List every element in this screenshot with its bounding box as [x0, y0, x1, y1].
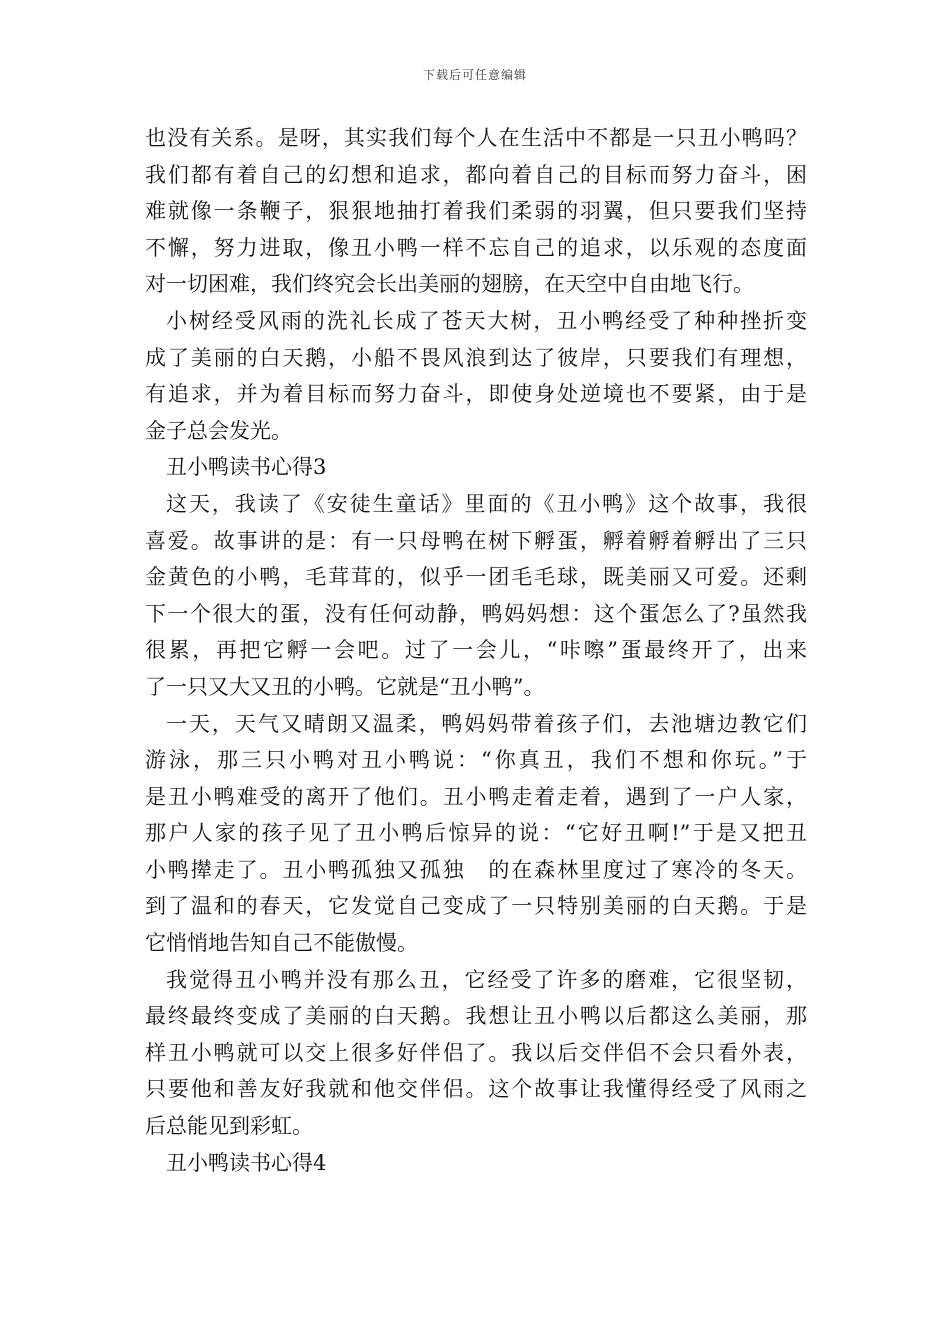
text-line: 也没有关系。是呀，其实我们每个人在生活中不都是一只丑小鸭吗？ — [145, 126, 807, 150]
paragraph — [145, 303, 807, 449]
section-heading: 丑小鸭读书心得4 — [166, 1150, 327, 1175]
text-line: 了一只又大又丑的小鸭。它就是“丑小鸭”。 — [145, 674, 545, 699]
text-line: 成了美丽的白天鹅，小船不畏风浪到达了彼岸，只要我们有理想， — [145, 345, 807, 370]
text-line: 那户人家的孩子见了丑小鸭后惊异的说：“它好丑啊!”于是又把丑 — [145, 821, 807, 846]
text-line: 不懈，努力进取，像丑小鸭一样不忘自己的追求，以乐观的态度面 — [145, 235, 807, 260]
paragraph — [145, 962, 807, 1145]
text-line: 对一切困难，我们终究会长出美丽的翅膀，在天空中自由地飞行。 — [145, 272, 754, 297]
text-line: 最终最终变成了美丽的白天鹅。我想让丑小鸭以后都这么美丽，那 — [145, 1004, 807, 1029]
text-line: 它悄悄地告知自己不能傲慢。 — [145, 931, 418, 956]
page-header: 下载后可任意编辑 — [422, 68, 527, 82]
text-line: 喜爱。故事讲的是：有一只母鸭在树下孵蛋，孵着孵着孵出了三只 — [145, 528, 807, 553]
paragraph — [145, 120, 807, 303]
text-line: 样丑小鸭就可以交上很多好伴侣了。我以后交伴侣不会只看外表， — [145, 1040, 807, 1065]
text-line: 我们都有着自己的幻想和追求，都向着自己的目标而努力奋斗，困 — [145, 162, 807, 187]
text-line: 这天，我读了《安徒生童话》里面的《丑小鸭》这个故事，我很 — [166, 491, 807, 516]
text-line: 是丑小鸭难受的离开了他们。丑小鸭走着走着，遇到了一户人家， — [145, 784, 807, 809]
text-line: 小树经受风雨的洗礼长成了苍天大树，丑小鸭经受了种种挫折变 — [166, 308, 807, 333]
text-line: 一天，天气又晴朗又温柔，鸭妈妈带着孩子们，去池塘边教它们 — [166, 711, 807, 736]
section-heading: 丑小鸭读书心得3 — [166, 455, 327, 480]
paragraph — [145, 706, 807, 962]
text-line: 游泳，那三只小鸭对丑小鸭说：“你真丑，我们不想和你玩。”于 — [145, 748, 807, 773]
text-line: 我觉得丑小鸭并没有那么丑，它经受了许多的磨难，它很坚韧， — [166, 967, 807, 992]
text-line: 有追求，并为着目标而努力奋斗，即使身处逆境也不要紧，由于是 — [145, 382, 807, 407]
text-line: 金子总会发光。 — [145, 418, 292, 443]
text-line: 很累，再把它孵一会吧。过了一会儿，“咔嚓”蛋最终开了，出来 — [145, 638, 807, 663]
text-line: 金黄色的小鸭，毛茸茸的，似乎一团毛毛球，既美丽又可爱。还剩 — [145, 565, 807, 590]
text-line: 只要他和善友好我就和他交伴侣。这个故事让我懂得经受了风雨之 — [145, 1077, 807, 1102]
text-line: 难就像一条鞭子，狠狠地抽打着我们柔弱的羽翼，但只要我们坚持 — [145, 199, 807, 224]
text-line: 下一个很大的蛋，没有任何动静，鸭妈妈想：这个蛋怎么了?虽然我 — [145, 601, 807, 626]
document-body — [145, 120, 807, 1181]
paragraph — [145, 486, 807, 706]
text-line: 到了温和的春天，它发觉自己变成了一只特别美丽的白天鹅。于是 — [145, 894, 807, 919]
text-line: 小鸭撵走了。丑小鸭孤独又孤独 的在森林里度过了寒冷的冬天。 — [145, 857, 807, 882]
text-line: 后总能见到彩虹。 — [145, 1114, 313, 1139]
